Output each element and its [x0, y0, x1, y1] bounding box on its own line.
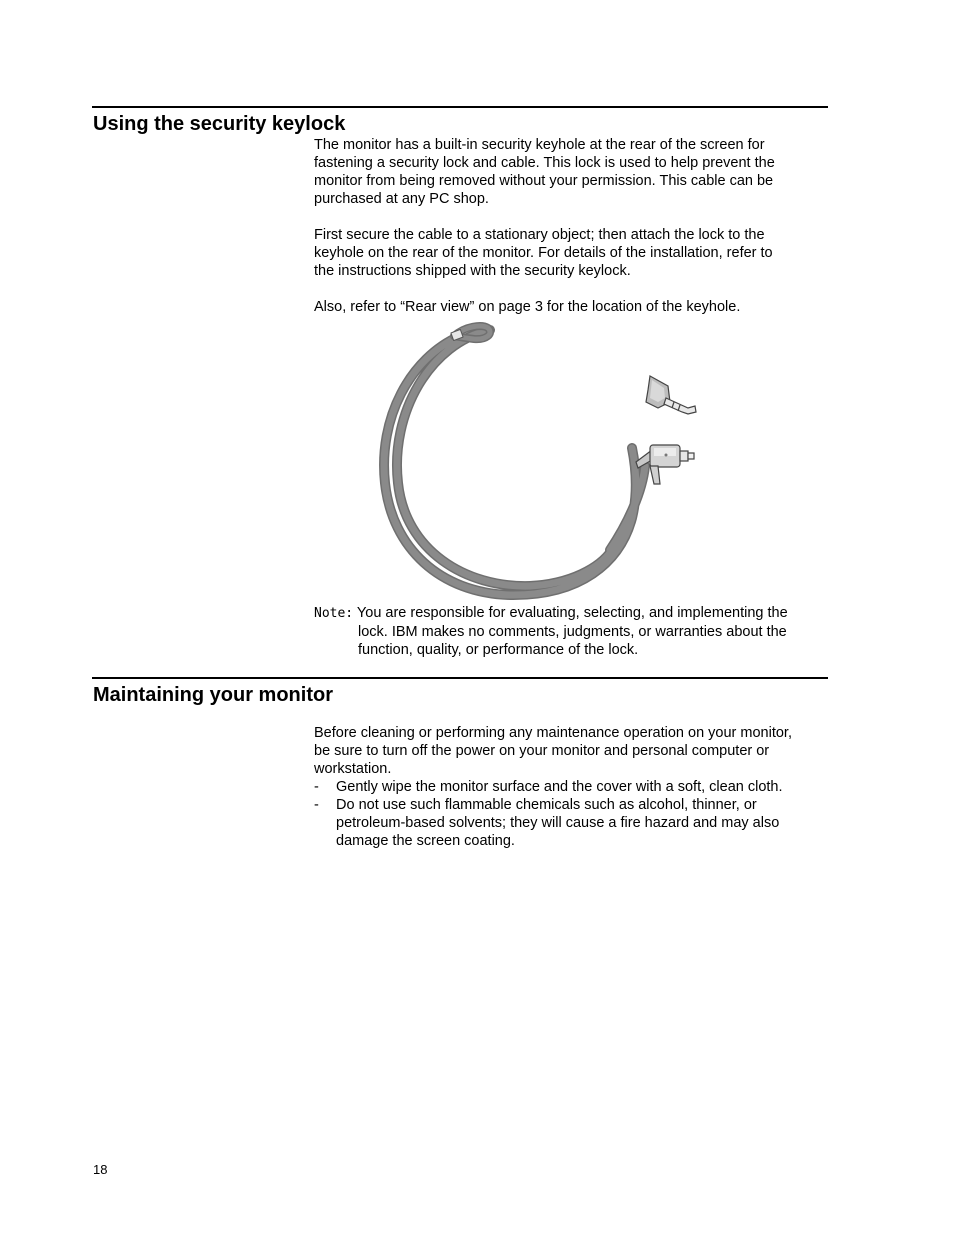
text-line: workstation.	[314, 761, 392, 777]
text-line: First secure the cable to a stationary object; then attach the lock to the	[314, 227, 765, 243]
text-line: purchased at any PC shop.	[314, 191, 489, 207]
list-bullet: -	[314, 797, 319, 813]
text-line: the instructions shipped with the security keylock.	[314, 263, 631, 279]
text-line: monitor from being removed without your permission. This cable can be	[314, 173, 774, 189]
page-number: 18	[93, 1162, 108, 1177]
note-first-line	[314, 604, 834, 623]
maintenance-list	[314, 778, 834, 850]
note-text: You are responsible for evaluating, selecting, and implementing the	[356, 605, 788, 621]
text-line: The monitor has a built-in security keyhole at the rear of the screen for	[314, 137, 765, 153]
text-line: fastening a security lock and cable. This lock is used to help prevent the	[314, 155, 775, 171]
note-text: lock. IBM makes no comments, judgments, or warranties about the	[358, 624, 787, 640]
text-line: Also, refer to “Rear view” on page 3 for the location of the keyhole.	[314, 299, 741, 315]
security-cable-lock-illustration	[370, 318, 710, 603]
key-icon	[646, 376, 696, 414]
maintaining-intro-paragraph	[314, 724, 834, 778]
note-block	[314, 604, 834, 659]
keylock-paragraph-3	[314, 298, 834, 316]
section-title-security-keylock: Using the security keylock	[93, 113, 346, 135]
text-line: Gently wipe the monitor surface and the cover with a soft, clean cloth.	[336, 779, 783, 795]
list-item	[314, 778, 834, 796]
text-line: be sure to turn off the power on your monitor and personal computer or	[314, 743, 770, 759]
list-bullet: -	[314, 779, 319, 795]
note-text: function, quality, or performance of the lock.	[358, 642, 639, 658]
text-line: petroleum-based solvents; they will cause a fire hazard and may also	[336, 815, 780, 831]
section-rule-maintaining	[92, 677, 828, 679]
section-rule-top	[92, 106, 828, 108]
list-item	[314, 796, 834, 850]
text-line: keyhole on the rear of the monitor. For details of the installation, refer to	[314, 245, 773, 261]
text-line: damage the screen coating.	[336, 833, 515, 849]
keylock-paragraph-2	[314, 226, 834, 280]
text-line: Do not use such flammable chemicals such as alcohol, thinner, or	[336, 797, 757, 813]
note-label: Note:	[314, 606, 354, 621]
text-line: Before cleaning or performing any maintenance operation on your monitor,	[314, 725, 792, 741]
keylock-paragraph-1	[314, 136, 834, 208]
section-title-maintaining-monitor: Maintaining your monitor	[93, 684, 333, 706]
